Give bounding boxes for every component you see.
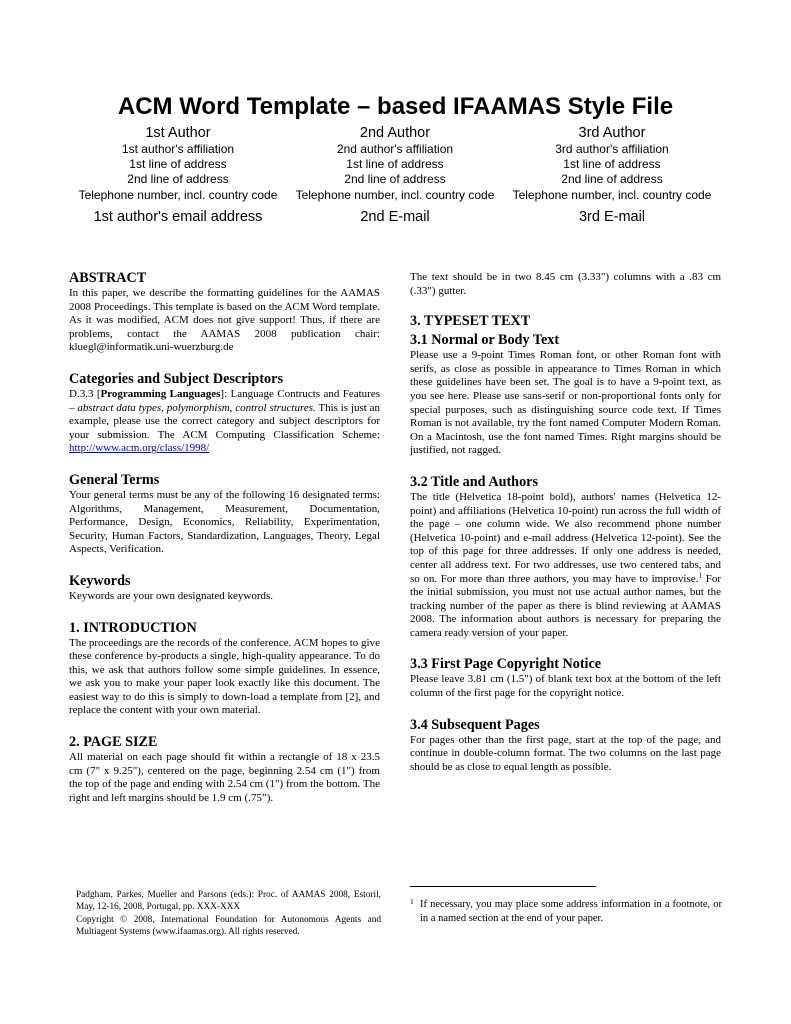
footnote-text: If necessary, you may place some address information in a footnote, or in a named section at the end of your paper. [420,899,722,924]
category-subject: ]: Language Contructs and Features – [69,387,380,414]
footnote-mark: 1 [410,897,414,906]
page-size-continued-text: The text should be in two 8.45 cm (3.33") columns with a .83 cm (.33") gutter. [410,271,721,297]
introduction-text: The proceedings are the records of the conference. ACM hopes to give these conference by-products a single, high-quality appearance. To do this, we ask that authors follow some simple guidelines. In essence, we ask you to make your paper look exactly like this document. The easiest way to do this is simply to down-load a template from [2], and replace the content with your own material. [69,636,380,717]
introduction-heading: 1. INTRODUCTION [69,619,197,636]
author-email: 1st author's email address [93,208,263,225]
general-terms-heading: General Terms [69,471,160,488]
author-address-line-2: 2nd line of address [344,172,446,187]
paper-title: ACM Word Template – based IFAAMAS Style File [117,93,674,120]
normal-text-heading: 3.1 Normal or Body Text [410,332,560,349]
categories-heading: Categories and Subject Descriptors [69,370,283,387]
normal-text-body: Please use a 9-point Times Roman font, or other Roman font with serifs, as close as possible in appearance to Times Roman in which these guidelines have been set. The goal is to have a 9-point text, as you see here. Please use sans-serif or non-proportional fonts only for special purposes, such as distinguishing source code text. If Times Roman is not available, try the font named Computer Modern Roman. On a Macintosh, use the font named Times. Right margins should be justified, not ragged. [410,349,721,457]
author-address-line-2: 2nd line of address [561,172,663,187]
general-terms-text: Your general terms must be any of the following 16 designated terms: Algorithms, Management, Measurement, Documentation, Performance, Design, Economics, Reliability, Experimentation, Security, Human Factors, Standardization, Languages, Theory, Legal Aspects, Verification. [69,488,380,556]
categories-text [69,388,380,456]
category-name: Programming Languages [100,387,221,400]
author-block-2 [286,125,504,226]
page-size-text: All material on each page should fit within a rectangle of 18 x 23.5 cm (7" x 9.25"), centered on the page, beginning 2.54 cm (1") from the top of the page and ending with 2.54 cm (1") from the bottom. The right and left margins should be 1.9 cm (.75”). [69,751,380,804]
category-keywords: abstract data types, polymorphism, control structures. [77,401,316,414]
author-address-line-1: 1st line of address [563,157,661,172]
copyright-block [76,889,381,939]
author-name: 2nd Author [359,125,431,141]
author-address-line-2: 2nd line of address [127,172,229,187]
title-authors-text-b: For the initial submission, you must not use actual author names, but the tracking number of the paper as there is blind reviewing at AAMAS 2008. The information about authors is necessary for preparing the camera ready version of your paper. [410,572,721,639]
typeset-heading: 3. TYPESET TEXT [410,313,531,330]
author-affiliation: 1st author's affiliation [121,142,235,156]
abstract-heading: ABSTRACT [69,270,147,286]
author-address-line-1: 1st line of address [346,157,444,172]
footnote [410,898,722,925]
title-authors-body [410,491,721,641]
proceedings-citation: Padgham, Parkes, Mueller and Parsons (eds.): Proc. of AAMAS 2008, Estoril, May, 12-16, 2008, Portugal, pp. XXX-XXX [76,890,381,913]
right-column [410,271,721,774]
category-code: D.3.3 [ [69,387,101,400]
subsequent-pages-body: For pages other than the first page, start at the top of the page, and continue in double-column format. The two columns on the last page should be as close to equal length as possible. [410,733,721,773]
author-phone: Telephone number, incl. country code [78,187,278,202]
author-name: 1st Author [145,125,211,141]
author-name: 3rd Author [578,125,646,141]
author-address-line-1: 1st line of address [129,157,227,172]
keywords-heading: Keywords [69,572,131,589]
subsequent-pages-heading: 3.4 Subsequent Pages [410,716,540,733]
keywords-text: Keywords are your own designated keywords. [69,589,274,602]
copyright-notice-body: Please leave 3.81 cm (1.5") of blank text box at the bottom of the left column of the first page for the copyright notice. [410,673,721,700]
title-authors-heading: 3.2 Title and Authors [410,473,538,490]
author-phone: Telephone number, incl. country code [512,187,712,202]
categories-description: This is just an example, please use the correct category and subject descriptors for your submission. The ACM Computing Classification Scheme: [69,401,380,441]
copyright-statement: Copyright © 2008, International Foundation for Autonomous Agents and Multiagent Systems (www.ifaamas.org). All rights reserved. [76,914,381,938]
author-phone: Telephone number, incl. country code [295,187,495,202]
abstract-text: In this paper, we describe the formatting guidelines for the AAMAS 2008 Proceedings. This template is based on the ACM Word template. As it was modified, ACM does not give support! Thus, if there are problems, contact the AAMAS 2008 publication chair: kluegl@informatik.uni-wuerzburg.de [69,287,380,354]
author-block-1 [69,125,287,226]
author-block-3 [503,125,721,226]
author-email: 3rd E-mail [578,208,646,225]
footnote-reference[interactable]: 1 [698,569,703,579]
author-affiliation: 3rd author's affiliation [555,142,669,156]
author-email: 2nd E-mail [360,208,430,225]
footnote-divider [410,886,596,887]
left-column [69,270,380,805]
author-affiliation: 2nd author's affiliation [336,142,454,156]
copyright-notice-heading: 3.3 First Page Copyright Notice [410,656,602,673]
title-authors-text-a: The title (Helvetica 18-point bold), authors' names (Helvetica 12-point) and affiliations (Helvetica 10-point) run across the full width of the page – one column wide. We also recommend phone number (Helvetica 10-point) and e-mail address (Helvetica 12-point). See the top of this page for three addresses. If only one address is needed, center all address text. For two addresses, use two centered tabs, and so on. For more than three authors, you may have to improvise. [410,490,721,585]
page-size-heading: 2. PAGE SIZE [69,734,158,751]
acm-classification-link[interactable]: http://www.acm.org/class/1998/ [69,442,210,455]
